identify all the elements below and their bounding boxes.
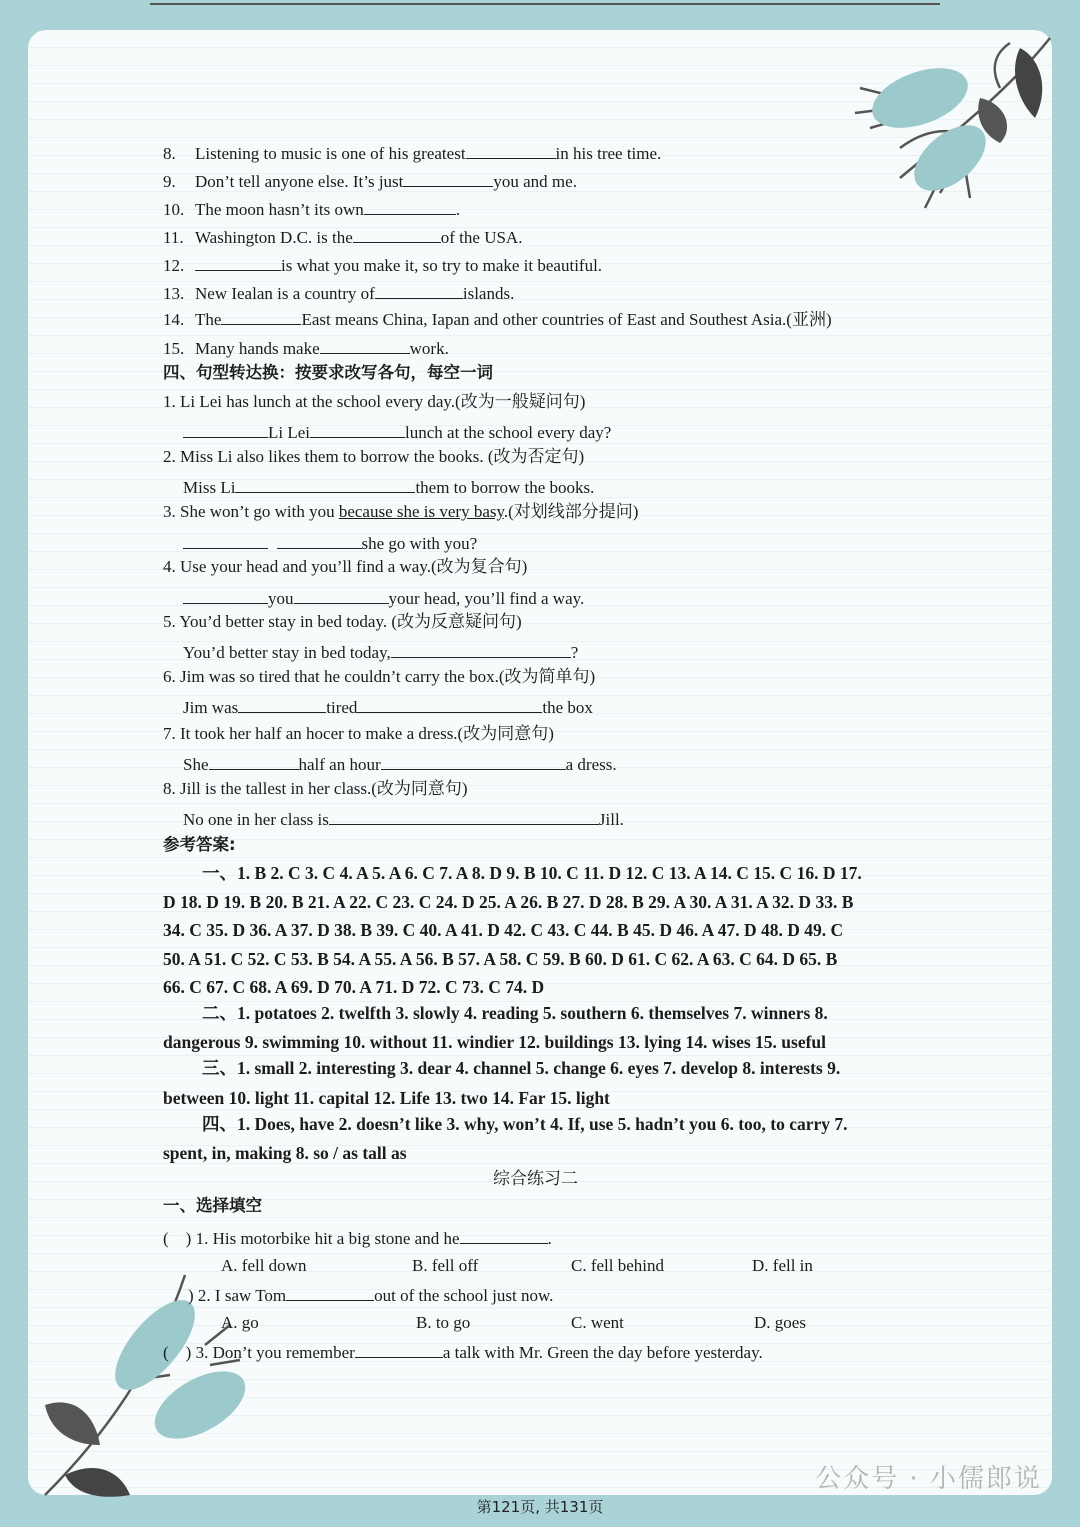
answer-line: 50. A 51. C 52. C 53. B 54. A 55. A 56. B 57. A 58. C 59. B 60. D 61. C 62. A 63. C 64. D 65. B bbox=[163, 949, 838, 969]
answer-line: 34. C 35. D 36. A 37. D 38. B 39. C 40. A 41. D 42. C 43. C 44. B 45. D 46. A 47. D 48. D 49. C bbox=[163, 920, 844, 940]
mc-q2-option-c: C. went bbox=[571, 1313, 624, 1332]
answer-line: 三、1. small 2. interesting 3. dear 4. channel 5. change 6. eyes 7. develop 8. interests 9. bbox=[202, 1058, 841, 1078]
transform-q6: 6. Jim was so tired that he couldn’t carry the box.(改为简单句) bbox=[163, 667, 596, 686]
transform-q3-answer-line: she go with you? bbox=[183, 533, 477, 554]
vocab-item-13: 13. New Iealan is a country of islands. bbox=[163, 284, 515, 303]
answer-key-heading: 参考答案: bbox=[163, 835, 236, 854]
answer-line: 一、1. B 2. C 3. C 4. A 5. A 6. C 7. A 8. D 9. B 10. C 11. D 12. C 13. A 14. C 15. C 16. D 17. bbox=[202, 863, 862, 883]
mc-q2-option-a: A. go bbox=[221, 1313, 259, 1332]
answer-line: spent, in, making 8. so / as tall as bbox=[163, 1143, 407, 1163]
vocab-item-12: 12. is what you make it, so try to make it beautiful. bbox=[163, 256, 603, 275]
transform-q1-answer-line: Li Lei lunch at the school every day? bbox=[183, 422, 611, 443]
transform-q2-answer-line: Miss Li them to borrow the books. bbox=[183, 478, 595, 497]
mc-q1: ( ) 1. His motorbike hit a big stone and he . bbox=[163, 1229, 552, 1248]
top-rule bbox=[150, 3, 940, 5]
mc-q1-option-c: C. fell behind bbox=[571, 1256, 665, 1275]
mc-q1-option-b: B. fell off bbox=[412, 1256, 479, 1275]
section4-heading: 四、句型转达换：按要求改写各句，每空一词 bbox=[163, 363, 493, 382]
vocab-item-8: 8. Listening to music is one of his greatest in his tree time. bbox=[163, 144, 662, 163]
transform-q5-answer-line: You’d better stay in bed today, ? bbox=[183, 643, 579, 662]
mc-q2-option-d: D. goes bbox=[754, 1313, 806, 1332]
transform-q4: 4. Use your head and you’ll find a way.(改为复合句) bbox=[163, 557, 528, 576]
transform-q6-answer-line: Jim was tired the box bbox=[183, 698, 593, 717]
answer-line: 四、1. Does, have 2. doesn’t like 3. why, won’t 4. If, use 5. hadn’t you 6. too, to carry 7. bbox=[202, 1114, 848, 1134]
transform-q5: 5. You’d better stay in bed today. (改为反意疑问句) bbox=[163, 612, 522, 631]
transform-q7: 7. It took her half an hocer to make a dress.(改为同意句) bbox=[163, 724, 554, 743]
answer-line: D 18. D 19. B 20. B 21. A 22. C 23. C 24. D 25. A 26. B 27. D 28. B 29. A 30. A 31. A 32. D 33. B bbox=[163, 892, 854, 912]
transform-q8: 8. Jill is the tallest in her class.(改为同意句) bbox=[163, 779, 468, 798]
transform-q1: 1. Li Lei has lunch at the school every day.(改为一般疑问句) bbox=[163, 392, 586, 411]
mc-q1-option-d: D. fell in bbox=[752, 1256, 813, 1275]
answer-line: 66. C 67. C 68. A 69. D 70. A 71. D 72. C 73. C 74. D bbox=[163, 977, 545, 997]
mc-q2: ) 2. I saw Tom out of the school just now. bbox=[188, 1286, 554, 1305]
vocab-item-14: 14. The East means China, Iapan and other countries of East and Southest Asia.(亚洲) bbox=[163, 310, 832, 329]
transform-q3: 3. She won’t go with you because she is very basy.(对划线部分提问) bbox=[163, 502, 639, 521]
vocab-item-10: 10. The moon hasn’t its own . bbox=[163, 200, 460, 219]
practice-title: 综合练习二 bbox=[493, 1169, 578, 1189]
mc-q1-option-a: A. fell down bbox=[221, 1256, 307, 1275]
vocab-item-9: 9. Don’t tell anyone else. It’s just you and me. bbox=[163, 172, 577, 191]
answer-line: between 10. light 11. capital 12. Life 13. two 14. Far 15. light bbox=[163, 1088, 610, 1108]
watermark: 公众号 · 小儒郎说 bbox=[815, 1464, 1042, 1494]
vocab-item-11: 11. Washington D.C. is the of the USA. bbox=[163, 228, 523, 247]
answer-line: dangerous 9. swimming 10. without 11. windier 12. buildings 13. lying 14. wises 15. useful bbox=[163, 1032, 827, 1052]
page-footer: 第121页, 共131页 bbox=[476, 1498, 604, 1516]
mc-q2-option-b: B. to go bbox=[416, 1313, 471, 1332]
leaf-decoration-top-icon bbox=[840, 28, 1060, 228]
answer-line: 二、1. potatoes 2. twelfth 3. slowly 4. reading 5. southern 6. themselves 7. winners 8. bbox=[202, 1003, 828, 1023]
transform-q4-answer-line: you your head, you’ll find a way. bbox=[183, 588, 584, 609]
mc-q3: ( ) 3. Don’t you remember a talk with Mr. Green the day before yesterday. bbox=[163, 1343, 763, 1362]
vocab-item-15: 15. Many hands make work. bbox=[163, 339, 449, 358]
transform-q8-answer-line: No one in her class is Jill. bbox=[183, 810, 624, 829]
transform-q2: 2. Miss Li also likes them to borrow the books. (改为否定句) bbox=[163, 447, 585, 466]
transform-q7-answer-line: She half an hour a dress. bbox=[183, 755, 617, 774]
section1-heading: 一、选择填空 bbox=[163, 1196, 262, 1215]
